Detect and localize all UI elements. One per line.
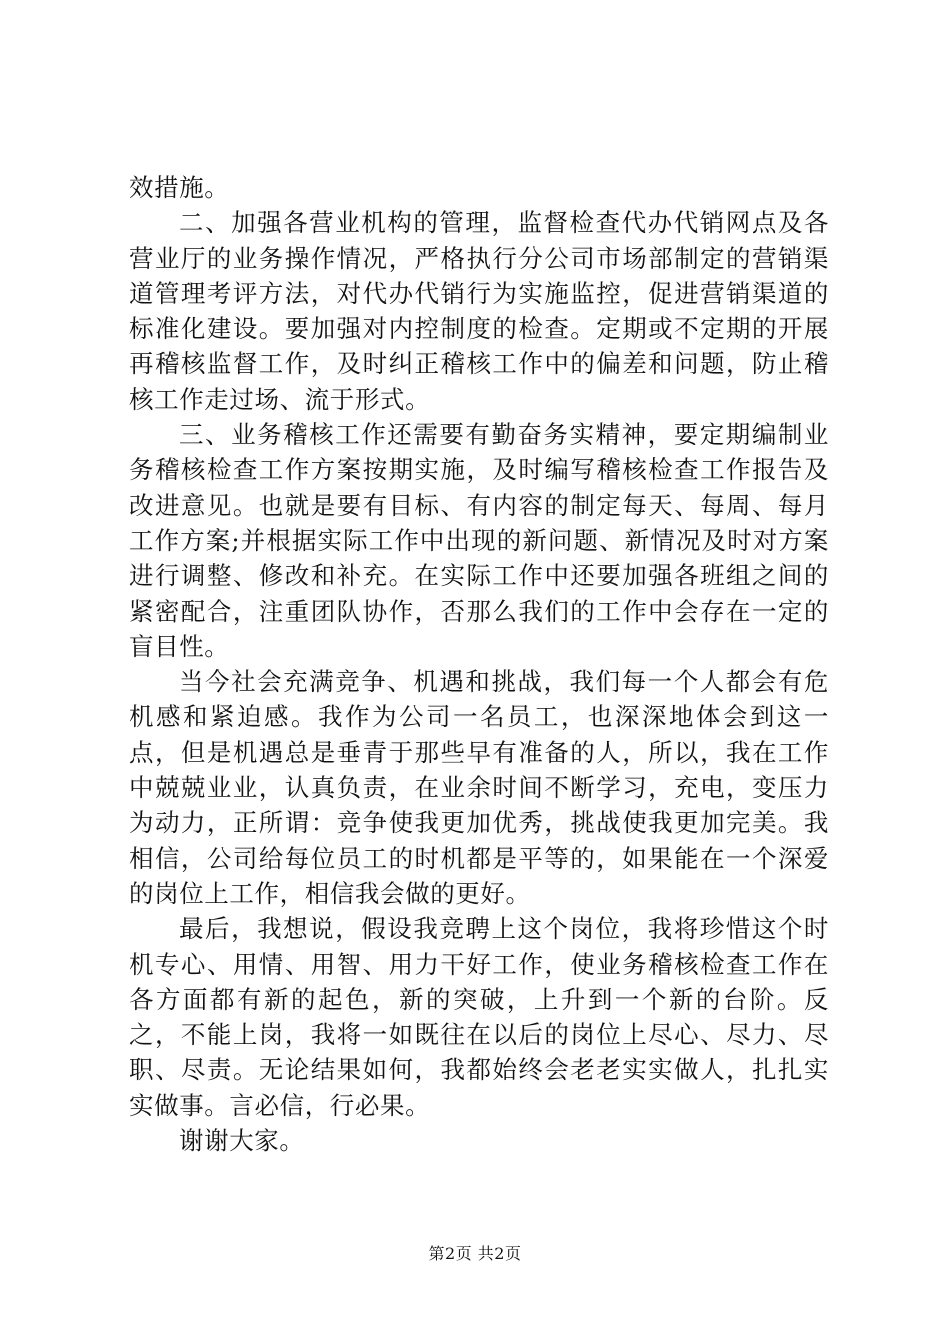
paragraph-conclusion: 最后，我想说，假设我竞聘上这个岗位，我将珍惜这个时机专心、用情、用智、用力干好工作，使业务稽核检查工作在各方面都有新的起色，新的突破，上升到一个新的台阶。反之，不能上岗，我将一如既往在以后的岗位上尽心、尽力、尽职、尽责。无论结果如何，我都始终会老老实实做人，扎扎实实做事。言必信，行必果。 (129, 914, 829, 1120)
paragraph-audit-work: 三、业务稽核工作还需要有勤奋务实精神，要定期编制业务稽核检查工作方案按期实施，及时编写稽核检查工作报告及改进意见。也就是要有目标、有内容的制定每天、每周、每月工作方案;并根据实际工作中出现的新问题、新情况及时对方案进行调整、修改和补充。在实际工作中还要加强各班组之间的紧密配合，注重团队协作，否那么我们的工作中会存在一定的盲目性。 (129, 420, 829, 661)
page-footer: 第2页 共2页 (428, 1244, 522, 1263)
paragraph-management: 二、加强各营业机构的管理，监督检查代办代销网点及各营业厅的业务操作情况，严格执行分公司市场部制定的营销渠道管理考评方法，对代办代销行为实施监控，促进营销渠道的标准化建设。要加强对内控制度的检查。定期或不定期的开展再稽核监督工作，及时纠正稽核工作中的偏差和问题，防止稽核工作走过场、流于形式。 (129, 208, 829, 414)
paragraph-thanks: 谢谢大家。 (179, 1126, 305, 1156)
paragraph-continuation: 效措施。 (129, 173, 230, 202)
paragraph-competition: 当今社会充满竞争、机遇和挑战，我们每一个人都会有危机感和紧迫感。我作为公司一名员工，也深深地体会到这一点，但是机遇总是垂青于那些早有准备的人，所以，我在工作中兢兢业业，认真负责，在业余时间不断学习，充电，变压力为动力，正所谓：竞争使我更加优秀，挑战使我更加完美。我相信，公司给每位员工的时机都是平等的，如果能在一个深爱的岗位上工作，相信我会做的更好。 (129, 667, 829, 908)
document-body (129, 170, 829, 1158)
